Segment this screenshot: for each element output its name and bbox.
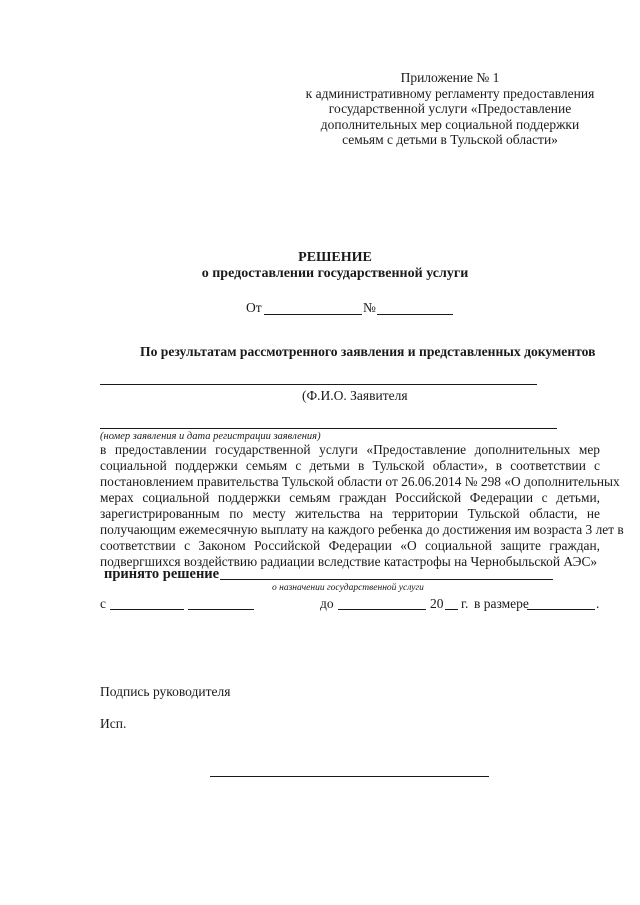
period-from-field-1[interactable] [110,609,184,610]
period-from-field-2[interactable] [188,609,254,610]
period-end: . [596,596,600,611]
body-line-2: социальной поддержки семьям с детьми в Тульской области», в соответствии с [100,458,600,473]
period-to-label: до [320,596,334,611]
appendix-line-3: государственной услуги «Предоставление [328,101,572,116]
body-paragraph [100,442,624,570]
decision-field[interactable] [220,579,553,580]
executor-field[interactable] [210,776,489,777]
from-label: От [246,300,262,315]
executor-label: Исп. [100,716,127,731]
body-line-6: получающим ежемесячную выплату на каждого ребенка до достижения им возраста 3 лет в [100,522,624,537]
appendix-line-1: Приложение № 1 [400,70,500,85]
amount-field[interactable] [527,609,595,610]
applicant-caption: (Ф.И.О. Заявителя [302,388,408,403]
body-line-8: подвергшихся воздействию радиации вследствие катастрофы на Чернобыльской АЭС» [100,554,598,569]
period-to-field[interactable] [338,609,426,610]
number-label: № [363,300,376,315]
body-line-1: в предоставлении государственной услуги «Предоставление дополнительных мер [100,442,600,457]
body-line-4: мерах социальной поддержки семьям граждан Российской Федерации с детьми, [100,490,600,505]
body-line-3: постановлением правительства Тульской области от 26.06.2014 № 298 «О дополнительных [100,474,620,489]
year-suffix: г. [461,596,469,611]
document-subtitle: о предоставлении государственной услуги [201,266,469,281]
period-from-label: с [100,596,106,611]
appendix-line-2: к административному регламенту предоставления [305,85,595,101]
document-title: РЕШЕНИЕ [298,250,372,265]
signature-label: Подпись руководителя [100,684,231,699]
date-field[interactable] [264,314,362,315]
application-caption: (номер заявления и дата регистрации заявления) [100,431,321,442]
body-line-7: соответствии с Законом Российской Федерации «О социальной защите граждан, [100,538,600,553]
application-number-field[interactable] [100,428,557,429]
appendix-line-4: дополнительных мер социальной поддержки [320,116,580,132]
decision-label: принято решение [104,566,220,582]
year-field[interactable] [445,609,458,610]
appendix-line-5: семьям с детьми в Тульской области» [342,132,558,147]
amount-label: в размере [474,596,529,611]
body-line-5: зарегистрированным по месту жительства на территории Тульской области, не [100,506,600,521]
applicant-name-field[interactable] [100,384,537,385]
appendix-block [300,70,600,148]
intro-text: По результатам рассмотренного заявления и представленных документов [140,344,596,359]
number-field[interactable] [377,314,453,315]
year-prefix: 20 [430,596,444,611]
decision-caption: о назначении государственной услуги [272,583,424,593]
